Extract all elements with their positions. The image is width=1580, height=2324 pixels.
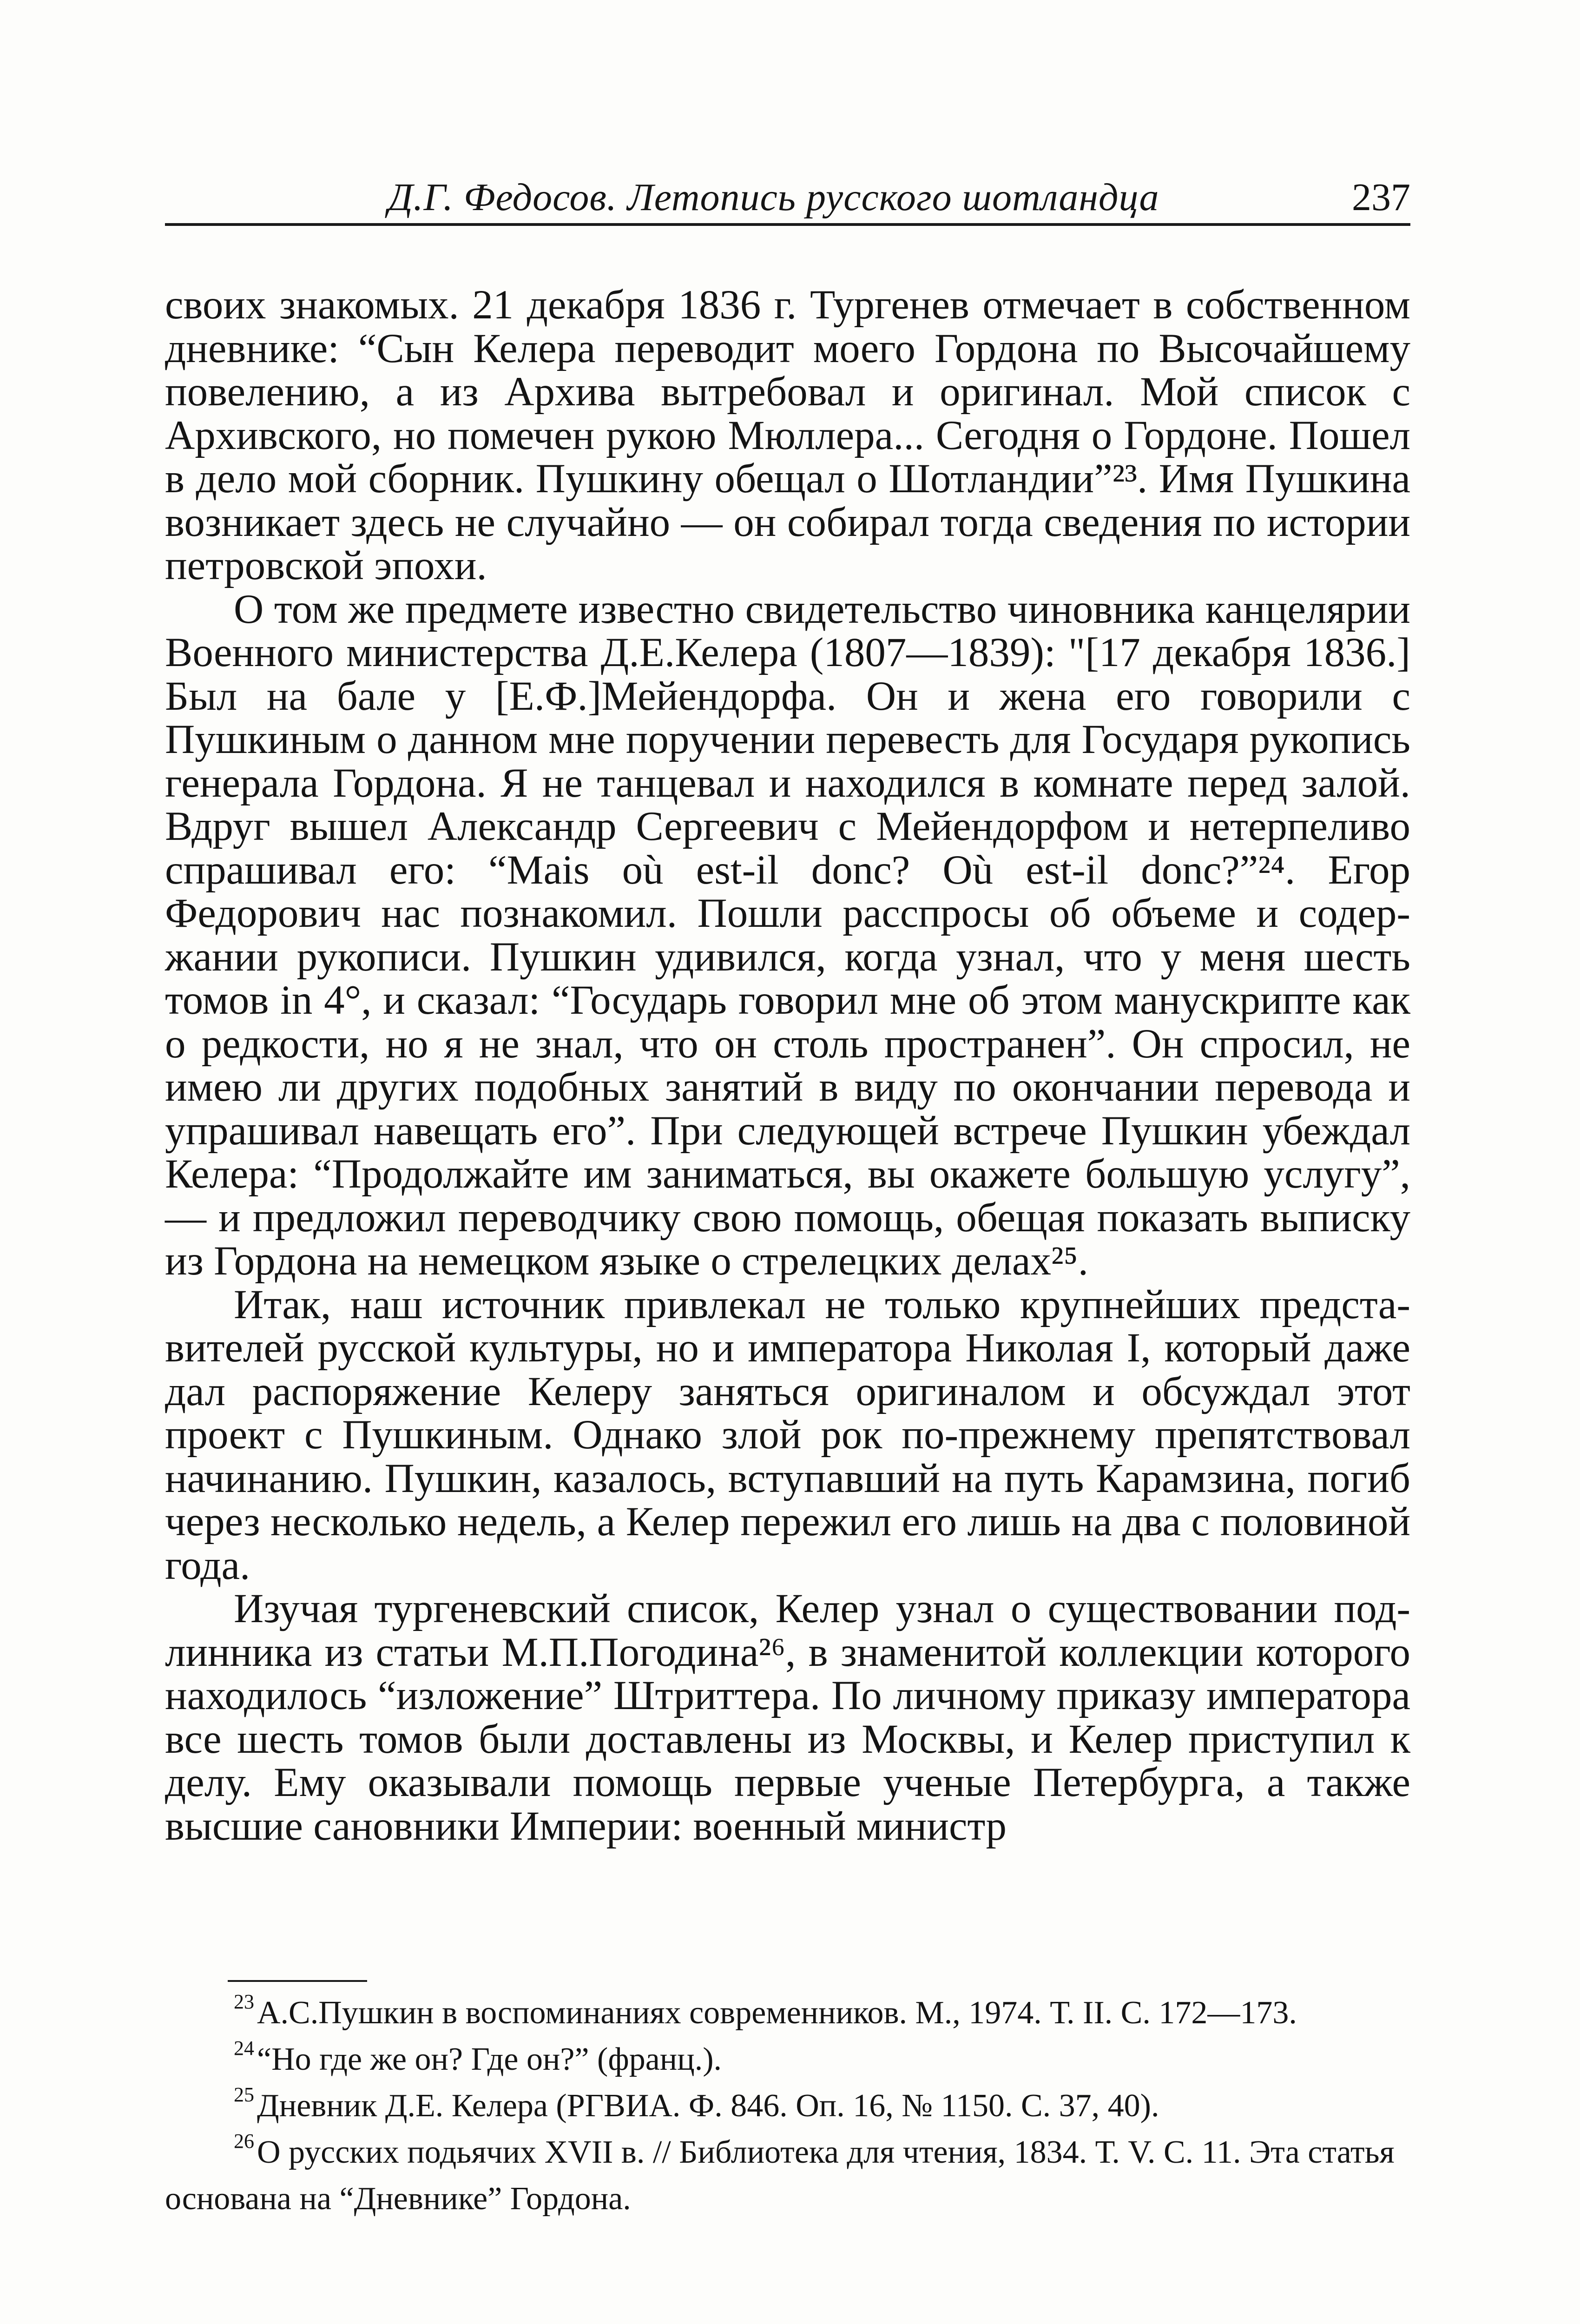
footnote-24	[165, 2038, 1410, 2085]
footnote-25	[165, 2085, 1410, 2131]
paragraph-3: Итак, наш источник привлекал не только крупнейших представителей русской культуры, но и императора Николая I, который даже дал распоряжение Келеру заняться оригиналом и обсуждал этот проект с Пушкиным. Однако злой рок по-прежнему препятствовал начинанию. Пушкин, казалось, вступавший на путь Карамзина, погиб через несколько недель, а Келер пережил его лишь на два с половиной года.	[165, 1281, 1410, 1588]
page-number: 237	[1352, 176, 1410, 219]
footnotes	[165, 1992, 1410, 2220]
footnote-text: О русских подьячих XVII в. // Библиотека для чтения, 1834. Т. V. С. 11. Эта статья основана на “Дневнике” Гордона.	[165, 2134, 1395, 2217]
footnote-mark: 26	[234, 2130, 254, 2152]
footnote-23	[165, 1992, 1410, 2038]
footnote-mark: 24	[234, 2037, 254, 2060]
footnote-26	[165, 2131, 1410, 2220]
running-title: Д.Г. Федосов. Летопись русского шотландца	[388, 176, 1159, 219]
paragraph-1: своих знакомых. 21 декабря 1836 г. Тургенев отмечает в собственном дневнике: “Сын Келера переводит моего Гордона по Высочайшему повелению, а из Архива вытребовал и оригинал. Мой список с Архивского, но помечен рукою Мюллера... Сегодня о Гордоне. Пошел в дело мой сборник. Пушкину обещал о Шотландии”²³. Имя Пушкина возникает здесь не случайно — он собирал тогда сведения по истории петровской эпохи.	[165, 282, 1410, 588]
paragraph-4: Изучая тургеневский список, Келер узнал о существовании подлинника из статьи М.П.Погодина²⁶, в знаменитой коллекции которого находилось “изложение” Штриттера. По личному приказу императора все шесть томов были доставлены из Москвы, и Келер приступил к делу. Ему оказывали помощь первые ученые Петербурга, а также высшие сановники Империи: военный министр	[165, 1586, 1410, 1849]
footnote-text: Дневник Д.Е. Келера (РГВИА. Ф. 846. Оп. 16, № 1150. С. 37, 40).	[257, 2088, 1159, 2124]
footnote-text: “Но где же он? Где он?” (франц.).	[257, 2041, 722, 2077]
paragraph-2: О том же предмете известно свидетельство чиновника канцелярии Военного министерства Д.Е.Келера (1807—1839): "[17 декабря 1836.] Был на бале у [Е.Ф.]Мейендорфа. Он и жена его говорили с Пушкиным о данном мне поручении перевесть для Государя рукопись генерала Гордона. Я не танцевал и находился в комнате перед залой. Вдруг вышел Александр Сергеевич с Мейендорфом и нетерпеливо спрашивал его: “Mais où est-il donc? Où est-il donc?”²⁴. Егор Федорович нас познакомил. Пошли расспросы об объеме и содержании рукописи. Пушкин удивился, когда узнал, что у меня шесть томов in 4°, и сказал: “Государь говорил мне об этом манускрипте как о редкости, но я не знал, что он столь пространен”. Он спросил, не имею ли других подобных занятий в виду по окончании перевода и упрашивал навещать его”. При следующей встрече Пушкин убеждал Келера: “Продолжайте им заниматься, вы окажете большую услугу”, — и предложил переводчику свою помощь, обещая показать выписку из Гордона на немецком языке о стрелецких делах²⁵.	[165, 586, 1410, 1284]
footnote-text: А.С.Пушкин в воспоминаниях современников. М., 1974. Т. II. С. 172—173.	[257, 1995, 1297, 2031]
footnote-mark: 23	[234, 1990, 254, 2013]
footnote-mark: 25	[234, 2083, 254, 2106]
page-header	[165, 172, 1410, 226]
footnote-separator	[228, 1980, 367, 1982]
main-text	[165, 284, 1410, 1848]
